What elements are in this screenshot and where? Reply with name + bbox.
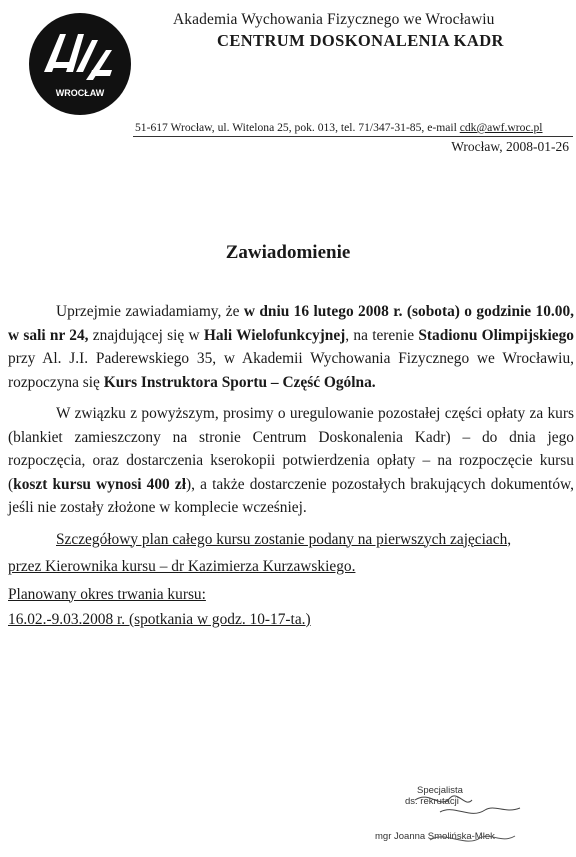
p1-course-name: Kurs Instruktora Sportu – Część Ogólna. — [103, 373, 376, 391]
plan-line-1: Szczegółowy plan całego kursu zostanie podany na pierwszych zajęciach, — [56, 530, 512, 548]
p1-hall-name: Hali Wielofunkcyjnej — [203, 326, 346, 344]
address-text: 51-617 Wrocław, ul. Witelona 25, pok. 013, tel. 71/347-31-85, e-mail — [135, 121, 457, 134]
p1-date-location: w dniu 16 lutego 2008 r. (sobota) o godzinie 10.00, w sali nr 24, — [8, 303, 574, 344]
p2-text-2: ), a także dostarczenie pozostałych brakujących dokumentów, jeśli nie zostały złożone w komplecie wcześniej. — [8, 475, 574, 516]
document-title: Zawiadomienie — [225, 242, 351, 263]
center-name: CENTRUM DOSKONALENIA KADR — [217, 31, 504, 50]
handwritten-signature — [410, 790, 530, 850]
duration-dates: 16.02.-9.03.2008 r. (spotkania w godz. 10-17-ta.) — [8, 611, 311, 628]
p1-text-2: znajdującej się w — [88, 326, 204, 344]
letter-date: Wrocław, 2008-01-26 — [451, 139, 569, 154]
stamp-line-2: ds. rekrutacji — [405, 796, 459, 807]
plan-line-2: przez Kierownika kursu – dr Kazimierza Kurzawskiego. — [8, 558, 356, 575]
email-link[interactable]: cdk@awf.wroc.pl — [459, 121, 543, 134]
p2-text-1: W związku z powyższym, prosimy o uregulowanie pozostałej części opłaty za kurs (blankiet zamieszczony na stronie Centrum Doskonalenia Kadr) – do dnia jego rozpoczęcia, oraz dostarczenia kserokopii potwierdzenia opłaty – na rozpoczęcie kursu ( — [8, 405, 574, 493]
letter-body — [8, 300, 574, 632]
p2-course-cost: koszt kursu wynosi 400 zł — [13, 475, 186, 493]
p1-stadium-name: Stadionu Olimpijskiego — [418, 326, 574, 344]
header-divider — [133, 136, 573, 137]
institution-name: Akademia Wychowania Fizycznego we Wrocławiu — [173, 11, 495, 28]
p1-text-1: Uprzejmie zawiadamiamy, że — [56, 303, 244, 320]
address-line — [135, 121, 543, 134]
logo-text: WROCŁAW — [55, 88, 105, 98]
p1-text-3: , na terenie — [345, 326, 419, 344]
paragraph-announcement — [8, 300, 574, 394]
stamp-line-1: Specjalista — [417, 785, 463, 796]
p1-text-4: przy Al. J.I. Paderewskiego 35, w Akademii Wychowania Fizycznego we Wrocławiu, rozpoczyna się — [8, 350, 574, 391]
stamp-line-3: mgr Joanna Smolińska-Mlek — [375, 831, 495, 842]
paragraph-payment — [8, 402, 574, 520]
awf-logo — [26, 10, 134, 118]
duration-label: Planowany okres trwania kursu: — [8, 585, 206, 603]
paragraph-plan — [8, 528, 574, 552]
